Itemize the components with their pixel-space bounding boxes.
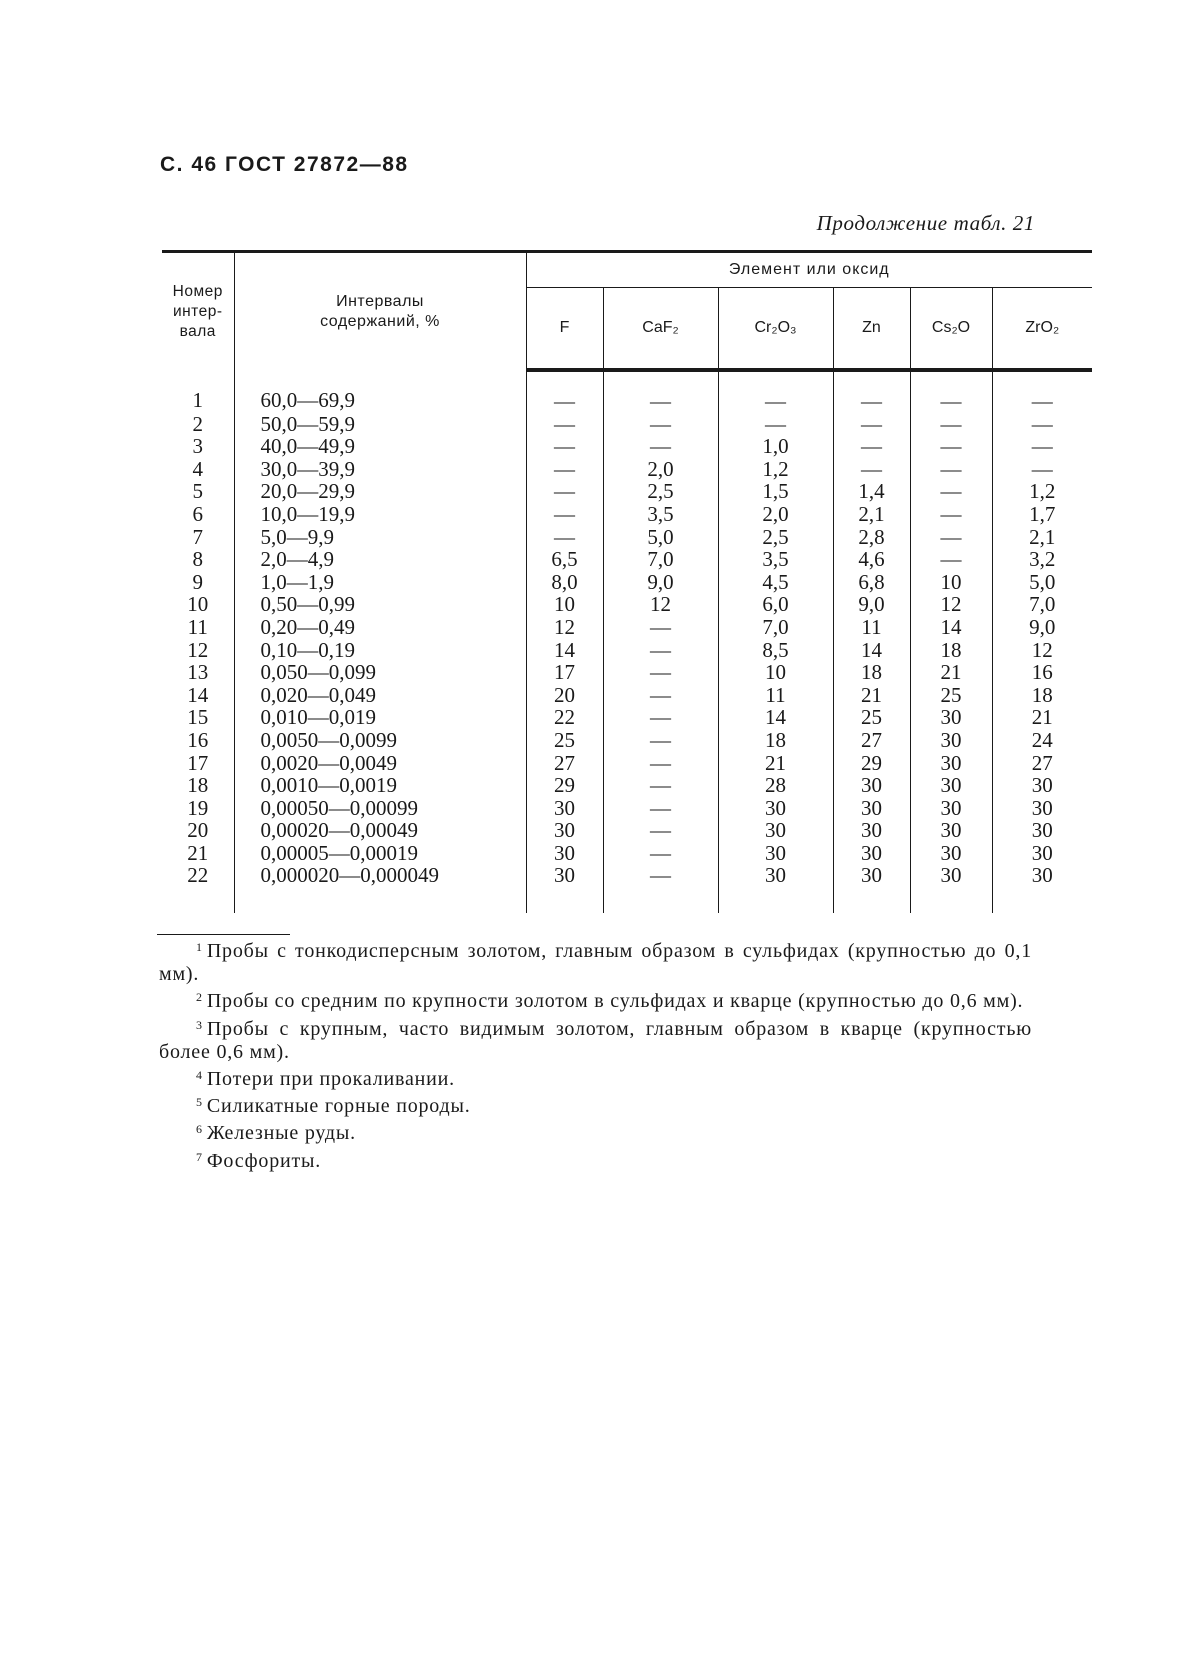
- row-value: 30: [718, 819, 833, 842]
- row-value: —: [603, 729, 718, 752]
- header-element: Zn: [833, 288, 910, 371]
- footnote: [159, 1118, 1032, 1145]
- table-caption: Продолжение табл. 21: [816, 211, 1035, 235]
- row-value: 14: [526, 639, 603, 662]
- row-range: 0,0010—0,0019: [234, 774, 526, 797]
- row-number: 19: [162, 797, 234, 820]
- row-value: —: [603, 370, 718, 413]
- row-number: 13: [162, 661, 234, 684]
- row-value: 25: [526, 729, 603, 752]
- row-value: 11: [833, 616, 910, 639]
- row-number: 18: [162, 774, 234, 797]
- row-value: 30: [526, 819, 603, 842]
- row-value: 6,0: [718, 593, 833, 616]
- row-value: 3,5: [718, 548, 833, 571]
- row-range: 0,20—0,49: [234, 616, 526, 639]
- footnote-text: Железные руды.: [206, 1122, 356, 1145]
- table-row: [162, 413, 1092, 436]
- footnote-text: Фосфориты.: [206, 1149, 322, 1172]
- row-value: 8,5: [718, 639, 833, 662]
- row-value: 30: [1031, 863, 1053, 888]
- row-value: —: [718, 370, 833, 413]
- row-number: 4: [162, 458, 234, 481]
- table-row: [162, 503, 1092, 526]
- row-number: 12: [162, 639, 234, 662]
- footnote: [159, 1091, 1032, 1118]
- row-value: 1,5: [718, 480, 833, 503]
- row-range: 0,00005—0,00019: [234, 842, 526, 865]
- footnote: [159, 1014, 1032, 1064]
- row-value: 30: [1031, 818, 1053, 843]
- row-value: 30: [526, 842, 603, 865]
- header-element: F: [526, 288, 603, 371]
- row-value: 25: [833, 706, 910, 729]
- footnote-mark: 4: [196, 1068, 203, 1083]
- row-value: 27: [526, 752, 603, 775]
- row-value: 30: [1031, 795, 1053, 820]
- row-value: 1,4: [833, 480, 910, 503]
- row-value: —: [910, 480, 992, 503]
- footnote-text: Потери при прокаливании.: [206, 1068, 455, 1091]
- table-row: [162, 593, 1092, 616]
- table-row: [162, 774, 1092, 797]
- row-value: 30: [833, 774, 910, 797]
- row-range: 5,0—9,9: [234, 526, 526, 549]
- row-value: 8,0: [526, 571, 603, 594]
- row-range: 0,020—0,049: [234, 684, 526, 707]
- row-range: 40,0—49,9: [234, 435, 526, 458]
- row-value: 22: [526, 706, 603, 729]
- row-range: 0,0020—0,0049: [234, 752, 526, 775]
- table-row: [162, 842, 1092, 865]
- row-range: 20,0—29,9: [234, 480, 526, 503]
- table-row: [162, 864, 1092, 887]
- row-value: —: [603, 842, 718, 865]
- row-number: 21: [162, 842, 234, 865]
- row-value: —: [526, 526, 603, 549]
- row-value: —: [1031, 456, 1053, 481]
- row-value: 21: [718, 752, 833, 775]
- row-value: 27: [1031, 750, 1053, 775]
- row-value: 18: [1031, 682, 1053, 707]
- row-value: 30: [910, 864, 992, 887]
- row-value: 30: [833, 864, 910, 887]
- footnotes: [159, 936, 1032, 1173]
- row-value: 4,6: [833, 548, 910, 571]
- row-number: 14: [162, 684, 234, 707]
- row-value: 4,5: [718, 571, 833, 594]
- row-value: 30: [910, 819, 992, 842]
- row-range: 0,010—0,019: [234, 706, 526, 729]
- row-value: 29: [526, 774, 603, 797]
- row-value: —: [603, 639, 718, 662]
- header-range-line: Интервалы: [336, 292, 424, 310]
- row-value: 30: [833, 819, 910, 842]
- header-number-line: интер-: [172, 302, 223, 320]
- row-value: 24: [1031, 727, 1053, 752]
- row-value: 25: [910, 684, 992, 707]
- footnote: [159, 986, 1032, 1013]
- row-value: 6,8: [833, 571, 910, 594]
- row-value: —: [603, 661, 718, 684]
- row-value: —: [910, 503, 992, 526]
- row-value: 18: [718, 729, 833, 752]
- table-row: [162, 571, 1092, 594]
- row-range: 0,0050—0,0099: [234, 729, 526, 752]
- row-value: 2,0: [718, 503, 833, 526]
- table-row: [162, 797, 1092, 820]
- row-value: 12: [603, 593, 718, 616]
- row-value: 30: [526, 864, 603, 887]
- row-number: 1: [162, 370, 234, 413]
- row-value: —: [1031, 389, 1053, 413]
- row-value: 18: [910, 639, 992, 662]
- header-element: ZrO₂: [992, 288, 1092, 371]
- row-value: —: [603, 797, 718, 820]
- row-range: 10,0—19,9: [234, 503, 526, 526]
- header-element: Cr₂O₃: [718, 288, 833, 371]
- footnote-text: Пробы со средним по крупности золотом в сульфидах и кварце (крупностью до 0,6 мм).: [206, 990, 1024, 1013]
- row-value: —: [603, 706, 718, 729]
- row-number: 3: [162, 435, 234, 458]
- row-value: 30: [910, 706, 992, 729]
- row-value: —: [526, 458, 603, 481]
- row-number: 20: [162, 819, 234, 842]
- row-value: —: [718, 413, 833, 436]
- table-row: [162, 458, 1092, 481]
- row-value: 30: [526, 797, 603, 820]
- table-row: [162, 526, 1092, 549]
- spacer-cell: [718, 887, 833, 913]
- table-body: [162, 370, 1092, 913]
- row-value: 5,0: [1029, 569, 1056, 594]
- intervals-table: [162, 250, 1092, 913]
- footnote: [159, 1146, 1032, 1173]
- row-value: —: [833, 435, 910, 458]
- row-value: 2,1: [1029, 524, 1056, 549]
- row-value: —: [833, 458, 910, 481]
- table-row: [162, 370, 1092, 413]
- header-range-line: содержаний, %: [320, 312, 440, 330]
- spacer-cell: [603, 887, 718, 913]
- row-value: —: [526, 413, 603, 436]
- table-row: [162, 729, 1092, 752]
- row-value: 30: [718, 797, 833, 820]
- spacer-cell: [910, 887, 992, 913]
- row-number: 15: [162, 706, 234, 729]
- row-value: 7,0: [1029, 592, 1056, 617]
- row-value: 11: [718, 684, 833, 707]
- row-value: 21: [833, 684, 910, 707]
- header-element-group: Элемент или оксид: [526, 252, 1092, 288]
- row-number: 7: [162, 526, 234, 549]
- row-value: 14: [910, 616, 992, 639]
- row-value: 10: [910, 571, 992, 594]
- footnote-mark: 3: [196, 1017, 203, 1032]
- table-row: [162, 819, 1092, 842]
- row-value: —: [603, 413, 718, 436]
- row-value: 9,0: [603, 571, 718, 594]
- table-row: [162, 616, 1092, 639]
- row-value: 29: [833, 752, 910, 775]
- row-value: 12: [1031, 637, 1053, 662]
- table-row: [162, 706, 1092, 729]
- spacer-cell: [833, 887, 910, 913]
- row-value: 14: [833, 639, 910, 662]
- table-row: [162, 480, 1092, 503]
- footnote: [159, 936, 1032, 986]
- row-value: —: [603, 752, 718, 775]
- header-content-interval: [234, 252, 526, 371]
- row-value: 16: [1031, 660, 1053, 685]
- row-value: 2,8: [833, 526, 910, 549]
- row-value: —: [603, 684, 718, 707]
- row-value: 30: [910, 729, 992, 752]
- spacer-cell: [234, 887, 526, 913]
- spacer-cell: [992, 887, 1092, 913]
- row-number: 9: [162, 571, 234, 594]
- row-value: —: [910, 548, 992, 571]
- table-spacer-row: [162, 887, 1092, 913]
- row-value: 3,2: [1029, 547, 1056, 572]
- row-value: 2,1: [833, 503, 910, 526]
- row-value: —: [603, 616, 718, 639]
- footnote-text: Пробы с крупным, часто видимым золотом, главным образом в кварце (крупностью более 0,6 мм).: [159, 1017, 1032, 1063]
- row-value: —: [603, 819, 718, 842]
- row-value: 1,7: [1029, 501, 1056, 526]
- row-value: 2,5: [603, 480, 718, 503]
- row-value: 12: [910, 593, 992, 616]
- footnote-mark: 6: [196, 1122, 203, 1137]
- row-range: 0,00020—0,00049: [234, 819, 526, 842]
- row-value: 1,2: [1029, 479, 1056, 504]
- footnote-text: Пробы с тонкодисперсным золотом, главным образом в сульфидах (крупностью до 0,1 мм).: [159, 940, 1032, 986]
- row-value: 1,0: [718, 435, 833, 458]
- row-value: —: [833, 413, 910, 436]
- row-value: —: [526, 370, 603, 413]
- row-number: 2: [162, 413, 234, 436]
- row-range: 0,00050—0,00099: [234, 797, 526, 820]
- row-value: —: [1031, 411, 1053, 436]
- row-range: 0,10—0,19: [234, 639, 526, 662]
- row-value: 5,0: [603, 526, 718, 549]
- row-value: —: [910, 435, 992, 458]
- row-range: 1,0—1,9: [234, 571, 526, 594]
- row-value: 10: [718, 661, 833, 684]
- spacer-cell: [526, 887, 603, 913]
- footnote-mark: 7: [196, 1149, 203, 1164]
- row-value: 17: [526, 661, 603, 684]
- row-value: 20: [526, 684, 603, 707]
- table-row: [162, 684, 1092, 707]
- footnote-text: Силикатные горные породы.: [206, 1095, 471, 1118]
- row-range: 60,0—69,9: [234, 370, 526, 413]
- row-value: 12: [526, 616, 603, 639]
- row-value: 3,5: [603, 503, 718, 526]
- row-number: 17: [162, 752, 234, 775]
- row-range: 0,50—0,99: [234, 593, 526, 616]
- row-value: 27: [833, 729, 910, 752]
- row-value: 1,2: [718, 458, 833, 481]
- row-range: 2,0—4,9: [234, 548, 526, 571]
- row-value: 18: [833, 661, 910, 684]
- page-header: С. 46 ГОСТ 27872—88: [160, 153, 409, 176]
- row-value: 7,0: [603, 548, 718, 571]
- row-value: —: [526, 480, 603, 503]
- footnote-mark: 1: [196, 940, 203, 954]
- footnote: [159, 1064, 1032, 1091]
- footnote-rule: [157, 934, 290, 935]
- row-value: —: [910, 458, 992, 481]
- row-range: 0,000020—0,000049: [234, 864, 526, 887]
- row-value: 30: [910, 752, 992, 775]
- row-value: 2,5: [718, 526, 833, 549]
- row-value: —: [833, 370, 910, 413]
- row-value: 30: [910, 797, 992, 820]
- row-value: 14: [718, 706, 833, 729]
- row-value: —: [526, 503, 603, 526]
- table-row: [162, 752, 1092, 775]
- header-element: Cs₂O: [910, 288, 992, 371]
- row-value: 2,0: [603, 458, 718, 481]
- row-value: 30: [833, 797, 910, 820]
- table-row: [162, 435, 1092, 458]
- row-value: 10: [526, 593, 603, 616]
- table-row: [162, 639, 1092, 662]
- row-value: 6,5: [526, 548, 603, 571]
- row-value: —: [1031, 434, 1053, 459]
- row-number: 8: [162, 548, 234, 571]
- row-number: 6: [162, 503, 234, 526]
- row-range: 0,050—0,099: [234, 661, 526, 684]
- row-value: —: [603, 774, 718, 797]
- header-interval-number: [162, 252, 234, 371]
- row-value: —: [910, 413, 992, 436]
- row-value: —: [526, 435, 603, 458]
- row-value: 30: [910, 774, 992, 797]
- table-row: [162, 548, 1092, 571]
- row-value: 30: [718, 842, 833, 865]
- row-value: 21: [1031, 705, 1053, 730]
- row-number: 22: [162, 864, 234, 887]
- row-value: 30: [1031, 773, 1053, 798]
- row-value: 30: [910, 842, 992, 865]
- row-value: 9,0: [833, 593, 910, 616]
- row-value: 28: [718, 774, 833, 797]
- header-element: CaF₂: [603, 288, 718, 371]
- row-value: 7,0: [718, 616, 833, 639]
- row-value: 30: [1031, 840, 1053, 865]
- row-value: 30: [833, 842, 910, 865]
- row-value: —: [910, 370, 992, 413]
- header-number-line: Номер: [172, 282, 223, 300]
- row-value: —: [603, 435, 718, 458]
- row-value: 21: [910, 661, 992, 684]
- row-number: 10: [162, 593, 234, 616]
- row-value: —: [603, 864, 718, 887]
- row-value: —: [910, 526, 992, 549]
- row-range: 50,0—59,9: [234, 413, 526, 436]
- row-number: 5: [162, 480, 234, 503]
- row-number: 11: [162, 616, 234, 639]
- footnote-mark: 5: [196, 1095, 203, 1110]
- table-row: [162, 661, 1092, 684]
- row-number: 16: [162, 729, 234, 752]
- row-value: 30: [718, 864, 833, 887]
- header-number-line: вала: [179, 322, 216, 340]
- row-value: 9,0: [1029, 614, 1056, 639]
- spacer-cell: [162, 887, 234, 913]
- row-range: 30,0—39,9: [234, 458, 526, 481]
- footnote-mark: 2: [196, 990, 203, 1005]
